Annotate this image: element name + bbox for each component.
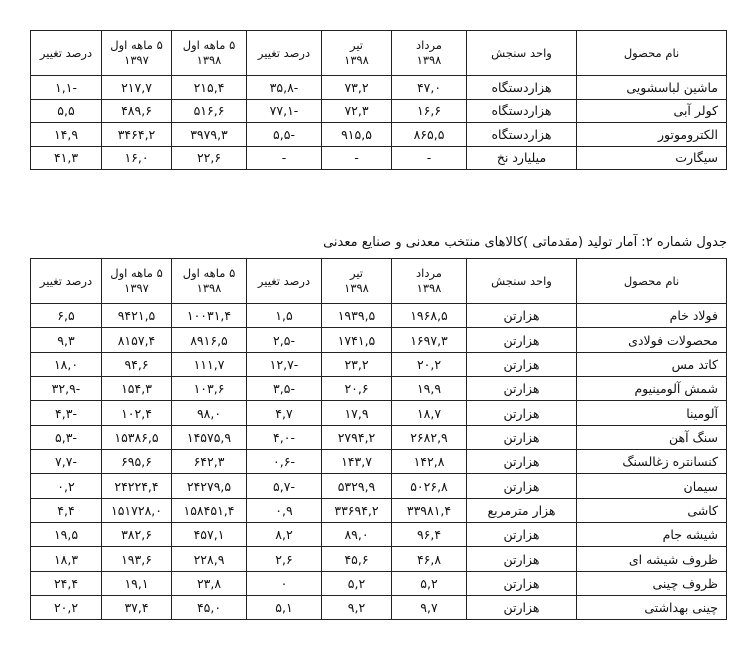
cell-change-5month: ۱۹,۵ <box>31 523 102 547</box>
header-5month-1398: ۵ ماهه اول ۱۳۹۸ <box>172 31 247 76</box>
cell-tir: ۵,۲ <box>322 571 392 595</box>
cell-5month-1397: ۳۷,۴ <box>102 596 172 620</box>
cell-5month-1398: ۸۹۱۶,۵ <box>172 328 247 352</box>
header-product: نام محصول <box>577 31 727 76</box>
cell-change-5month: -۱,۱ <box>31 76 102 100</box>
cell-5month-1397: ۱۵۱۷۲۸,۰ <box>102 498 172 522</box>
table-row <box>31 377 727 401</box>
cell-change-5month: ۶,۵ <box>31 304 102 328</box>
cell-unit: هزارتن <box>467 401 577 425</box>
table-row <box>31 328 727 352</box>
cell-tir: ۳۳۶۹۴,۲ <box>322 498 392 522</box>
cell-unit: هزارتن <box>467 523 577 547</box>
cell-5month-1397: ۹۴۲۱,۵ <box>102 304 172 328</box>
table2-title: جدول شماره ۲: آمار تولید (مقدماتی )کالاهای منتخب معدنی و صنایع معدنی <box>323 235 727 250</box>
cell-product: شمش آلومینیوم <box>577 377 727 401</box>
cell-change-5month: ۵,۵ <box>31 99 102 123</box>
header-unit: واحد سنجش <box>467 259 577 304</box>
cell-5month-1397: ۴۸۹,۶ <box>102 99 172 123</box>
cell-change-monthly: ۵,۱ <box>247 596 322 620</box>
header-5month-1397: ۵ ماهه اول ۱۳۹۷ <box>102 31 172 76</box>
cell-5month-1397: ۱۵۴,۳ <box>102 377 172 401</box>
cell-tir: ۵۳۲۹,۹ <box>322 474 392 498</box>
cell-5month-1398: ۵۱۶,۶ <box>172 99 247 123</box>
cell-change-monthly: -۴,۰ <box>247 425 322 449</box>
cell-tir: ۴۵,۶ <box>322 547 392 571</box>
cell-5month-1398: ۱۱۱,۷ <box>172 352 247 376</box>
cell-product: ظروف چینی <box>577 571 727 595</box>
cell-tir: ۹,۲ <box>322 596 392 620</box>
cell-mordad: ۲۰,۲ <box>392 352 467 376</box>
cell-tir: ۷۳,۲ <box>322 76 392 100</box>
cell-tir: ۹۱۵,۵ <box>322 123 392 147</box>
cell-tir: ۷۲,۳ <box>322 99 392 123</box>
cell-mordad: ۱۶۹۷,۳ <box>392 328 467 352</box>
header-mordad: مرداد ۱۳۹۸ <box>392 259 467 304</box>
cell-mordad: ۴۶,۸ <box>392 547 467 571</box>
header-change-monthly: درصد تغییر <box>247 259 322 304</box>
cell-unit: هزارتن <box>467 571 577 595</box>
cell-change-5month: ۱۴,۹ <box>31 123 102 147</box>
cell-unit: هزارتن <box>467 304 577 328</box>
cell-change-5month: ۱۸,۳ <box>31 547 102 571</box>
cell-5month-1397: ۳۴۶۴,۲ <box>102 123 172 147</box>
cell-change-monthly: ۲,۶ <box>247 547 322 571</box>
cell-tir: ۲۳,۲ <box>322 352 392 376</box>
cell-product: ظروف شیشه ای <box>577 547 727 571</box>
cell-5month-1398: ۲۱۵,۴ <box>172 76 247 100</box>
table-row <box>31 304 727 328</box>
cell-product: سیگارت <box>577 146 727 170</box>
table-row <box>31 99 727 123</box>
cell-mordad: ۱۹,۹ <box>392 377 467 401</box>
cell-product: شیشه جام <box>577 523 727 547</box>
table-row <box>31 450 727 474</box>
cell-mordad: ۴۷,۰ <box>392 76 467 100</box>
cell-5month-1398: ۱۰۰۳۱,۴ <box>172 304 247 328</box>
cell-change-5month: ۱۸,۰ <box>31 352 102 376</box>
header-5month-1398: ۵ ماهه اول ۱۳۹۸ <box>172 259 247 304</box>
cell-unit: هزارتن <box>467 450 577 474</box>
cell-unit: هزارتن <box>467 377 577 401</box>
table-row <box>31 425 727 449</box>
header-tir: تیر ۱۳۹۸ <box>322 31 392 76</box>
cell-5month-1398: ۹۸,۰ <box>172 401 247 425</box>
cell-change-monthly: ۱,۵ <box>247 304 322 328</box>
cell-change-monthly: ۸,۲ <box>247 523 322 547</box>
cell-change-5month: -۷,۷ <box>31 450 102 474</box>
table-row <box>31 523 727 547</box>
cell-unit: هزاردستگاه <box>467 123 577 147</box>
table-row <box>31 76 727 100</box>
cell-mordad: ۳۳۹۸۱,۴ <box>392 498 467 522</box>
cell-tir: ۲۷۹۴,۲ <box>322 425 392 449</box>
cell-tir: ۲۰,۶ <box>322 377 392 401</box>
cell-5month-1397: ۲۴۲۲۴,۴ <box>102 474 172 498</box>
cell-product: کاتد مس <box>577 352 727 376</box>
cell-change-monthly: -۱۲,۷ <box>247 352 322 376</box>
header-mordad: مرداد ۱۳۹۸ <box>392 31 467 76</box>
production-table-minerals <box>30 258 727 620</box>
cell-change-5month: -۴,۳ <box>31 401 102 425</box>
cell-product: کاشی <box>577 498 727 522</box>
cell-unit: هزارتن <box>467 547 577 571</box>
header-change-5month: درصد تغییر <box>31 259 102 304</box>
header-change-5month: درصد تغییر <box>31 31 102 76</box>
cell-change-5month: -۵,۳ <box>31 425 102 449</box>
cell-product: محصولات فولادی <box>577 328 727 352</box>
cell-product: آلومینا <box>577 401 727 425</box>
cell-unit: هزاردستگاه <box>467 76 577 100</box>
cell-mordad: ۱۴۲,۸ <box>392 450 467 474</box>
cell-5month-1397: ۱۹,۱ <box>102 571 172 595</box>
cell-tir: ۸۹,۰ <box>322 523 392 547</box>
cell-change-monthly: -۵,۵ <box>247 123 322 147</box>
cell-change-monthly: -۷۷,۱ <box>247 99 322 123</box>
table-row <box>31 571 727 595</box>
cell-mordad: ۵,۲ <box>392 571 467 595</box>
cell-5month-1398: ۱۵۸۴۵۱,۴ <box>172 498 247 522</box>
header-change-monthly: درصد تغییر <box>247 31 322 76</box>
cell-change-monthly: -۰,۶ <box>247 450 322 474</box>
cell-change-5month: -۳۲,۹ <box>31 377 102 401</box>
table-row <box>31 123 727 147</box>
cell-change-5month: ۰,۲ <box>31 474 102 498</box>
header-tir: تیر ۱۳۹۸ <box>322 259 392 304</box>
cell-tir: - <box>322 146 392 170</box>
cell-tir: ۱۴۳,۷ <box>322 450 392 474</box>
cell-product: چینی بهداشتی <box>577 596 727 620</box>
cell-mordad: - <box>392 146 467 170</box>
table-header-row <box>31 259 727 304</box>
cell-change-monthly: -۲,۵ <box>247 328 322 352</box>
cell-change-monthly: ۰,۹ <box>247 498 322 522</box>
table-row <box>31 474 727 498</box>
table-row <box>31 146 727 170</box>
cell-change-monthly: -۳,۵ <box>247 377 322 401</box>
cell-product: سیمان <box>577 474 727 498</box>
table-row <box>31 352 727 376</box>
cell-change-5month: ۹,۳ <box>31 328 102 352</box>
cell-change-5month: ۲۴,۴ <box>31 571 102 595</box>
cell-product: الکتروموتور <box>577 123 727 147</box>
cell-5month-1398: ۱۴۵۷۵,۹ <box>172 425 247 449</box>
table-row <box>31 401 727 425</box>
cell-unit: هزارتن <box>467 474 577 498</box>
cell-product: فولاد خام <box>577 304 727 328</box>
production-table-appliances <box>30 30 727 170</box>
cell-mordad: ۲۶۸۲,۹ <box>392 425 467 449</box>
cell-unit: میلیارد نخ <box>467 146 577 170</box>
cell-mordad: ۹,۷ <box>392 596 467 620</box>
cell-change-monthly: -۳۵,۸ <box>247 76 322 100</box>
cell-5month-1398: ۲۴۲۷۹,۵ <box>172 474 247 498</box>
cell-5month-1397: ۱۶,۰ <box>102 146 172 170</box>
cell-change-monthly: ۰ <box>247 571 322 595</box>
cell-5month-1398: ۲۳,۸ <box>172 571 247 595</box>
cell-5month-1398: ۲۲,۶ <box>172 146 247 170</box>
cell-5month-1398: ۱۰۳,۶ <box>172 377 247 401</box>
header-product: نام محصول <box>577 259 727 304</box>
cell-5month-1397: ۶۹۵,۶ <box>102 450 172 474</box>
cell-mordad: ۹۶,۴ <box>392 523 467 547</box>
cell-tir: ۱۹۳۹,۵ <box>322 304 392 328</box>
cell-unit: هزاردستگاه <box>467 99 577 123</box>
cell-change-5month: ۲۰,۲ <box>31 596 102 620</box>
cell-5month-1397: ۱۰۲,۴ <box>102 401 172 425</box>
table-row <box>31 547 727 571</box>
cell-tir: ۱۷,۹ <box>322 401 392 425</box>
cell-unit: هزار مترمربع <box>467 498 577 522</box>
cell-5month-1398: ۲۲۸,۹ <box>172 547 247 571</box>
cell-5month-1397: ۱۵۳۸۶,۵ <box>102 425 172 449</box>
cell-unit: هزارتن <box>467 596 577 620</box>
cell-product: کولر آبی <box>577 99 727 123</box>
cell-5month-1397: ۹۴,۶ <box>102 352 172 376</box>
cell-change-5month: ۴۱,۳ <box>31 146 102 170</box>
cell-unit: هزارتن <box>467 425 577 449</box>
cell-5month-1397: ۳۸۲,۶ <box>102 523 172 547</box>
cell-5month-1397: ۸۱۵۷,۴ <box>102 328 172 352</box>
cell-tir: ۱۷۴۱,۵ <box>322 328 392 352</box>
table-header-row <box>31 31 727 76</box>
cell-change-monthly: - <box>247 146 322 170</box>
cell-5month-1398: ۴۵۷,۱ <box>172 523 247 547</box>
header-5month-1397: ۵ ماهه اول ۱۳۹۷ <box>102 259 172 304</box>
header-unit: واحد سنجش <box>467 31 577 76</box>
cell-mordad: ۱۶,۶ <box>392 99 467 123</box>
cell-mordad: ۱۸,۷ <box>392 401 467 425</box>
cell-unit: هزارتن <box>467 352 577 376</box>
cell-5month-1398: ۴۵,۰ <box>172 596 247 620</box>
cell-change-monthly: ۴,۷ <box>247 401 322 425</box>
cell-mordad: ۱۹۶۸,۵ <box>392 304 467 328</box>
cell-5month-1397: ۱۹۳,۶ <box>102 547 172 571</box>
cell-mordad: ۵۰۲۶,۸ <box>392 474 467 498</box>
cell-mordad: ۸۶۵,۵ <box>392 123 467 147</box>
table-row <box>31 498 727 522</box>
cell-product: کنسانتره زغالسنگ <box>577 450 727 474</box>
cell-5month-1397: ۲۱۷,۷ <box>102 76 172 100</box>
cell-product: ماشین لباسشویی <box>577 76 727 100</box>
cell-5month-1398: ۳۹۷۹,۳ <box>172 123 247 147</box>
cell-5month-1398: ۶۴۲,۳ <box>172 450 247 474</box>
table-row <box>31 596 727 620</box>
cell-unit: هزارتن <box>467 328 577 352</box>
cell-product: سنگ آهن <box>577 425 727 449</box>
cell-change-monthly: -۵,۷ <box>247 474 322 498</box>
cell-change-5month: ۴,۴ <box>31 498 102 522</box>
